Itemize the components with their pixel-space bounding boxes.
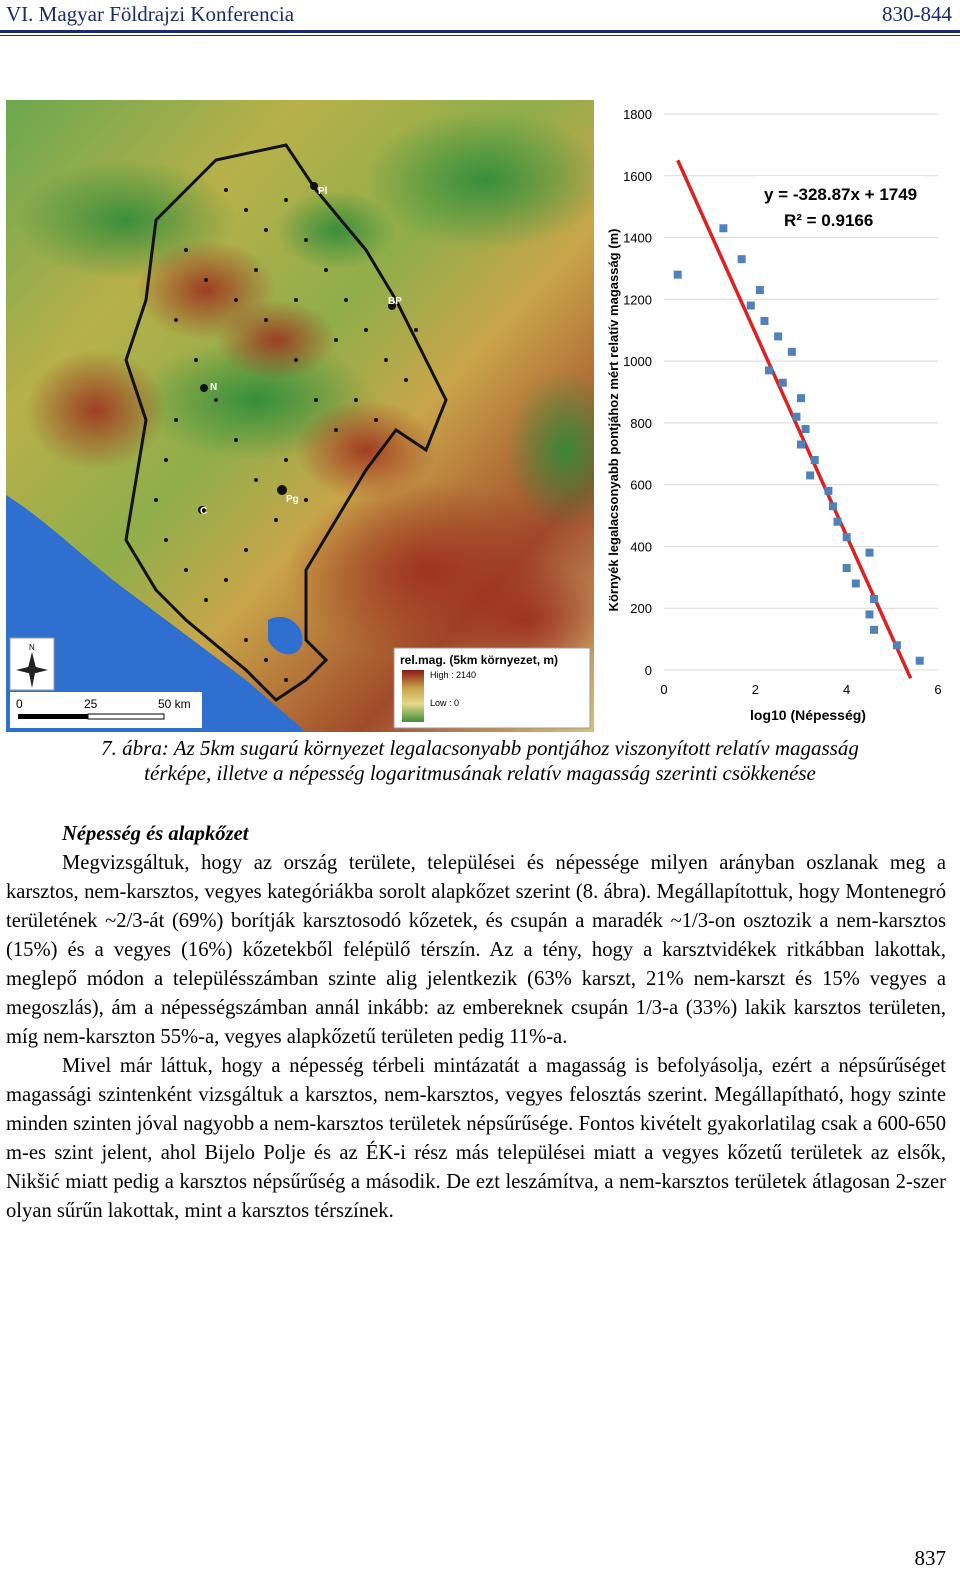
data-point: [738, 255, 746, 263]
data-point: [824, 487, 832, 495]
data-point: [834, 518, 842, 526]
y-tick-label: 1000: [623, 354, 652, 370]
y-tick-label: 1800: [623, 107, 652, 122]
x-tick-labels: [660, 682, 941, 697]
scatter-chart: [594, 100, 954, 732]
page-range: 830-844: [882, 2, 952, 26]
paragraph-1: Megvizsgáltuk, hogy az ország területe, települései és népessége milyen arányban oszlanak meg a karsztos, nem-karsztos, vegyes kategóriákba sorolt alapkőzet szerint (8. ábra). Megállapítottuk, hogy Montenegró területének ~2/3-át (69%) borítják karsztosodó kőzetek, és csupán a maradék ~1/3-on osztozik a nem-karsztos (15%) és a vegyes (16%) kőzetekből felépülő térszín. Az a tény, hogy a karsztvidékek ritkábban lakottak, meglepő módon a településszámban szinte alig jelentkezik (63% karszt, 21% nem-karszt és 15% vegyes a megoszlás), ám a népességszámban annál inkább: az embereknek csupán 1/3-a (33%) lakik karsztos területen, míg nem-karszton 55%-a, vegyes alapkőzetű területen pedig 11%-a.: [6, 852, 946, 1048]
caption-line-1: 7. ábra: Az 5km sugarú környezet legalacsonyabb pontjához viszonyított relatív magasság: [101, 736, 859, 760]
section-heading: Népesség és alapkőzet: [62, 823, 249, 845]
data-point: [916, 657, 924, 665]
x-axis-label: log10 (Népesség): [750, 707, 866, 723]
data-point: [760, 317, 768, 325]
svg-text:25: 25: [84, 697, 98, 711]
svg-text:rel.mag. (5km környezet, m): rel.mag. (5km környezet, m): [400, 653, 559, 667]
data-point: [792, 413, 800, 421]
data-point: [852, 580, 860, 588]
y-tick-label: 600: [630, 477, 652, 493]
conference-title: VI. Magyar Földrajzi Konferencia: [6, 2, 295, 26]
svg-text:N: N: [29, 643, 35, 652]
caption-line-2: térképe, illetve a népesség logaritmusának relatív magasság szerinti csökkenése: [144, 761, 816, 785]
page-number: 837: [914, 1546, 946, 1570]
svg-text:0: 0: [16, 697, 23, 711]
equation-box: [756, 176, 924, 232]
y-tick-label: 200: [630, 601, 652, 617]
data-point: [719, 224, 727, 232]
place-label-bp: BP: [388, 296, 402, 307]
y-tick-labels: [623, 107, 652, 678]
y-tick-label: 1200: [623, 292, 652, 308]
place-label-n: N: [210, 382, 218, 393]
data-points: [674, 224, 924, 664]
y-tick-label: 800: [630, 415, 652, 431]
r-squared: R² = 0.9166: [784, 211, 874, 230]
data-point: [870, 626, 878, 634]
regression-equation: y = -328.87x + 1749: [764, 185, 918, 204]
svg-text:Low : 0: Low : 0: [430, 698, 460, 708]
figure-caption: [0, 736, 960, 786]
data-point: [756, 286, 764, 294]
x-tick-label: 4: [843, 682, 851, 697]
place-label-c: C: [200, 506, 208, 517]
data-point: [866, 610, 874, 618]
data-point: [774, 332, 782, 340]
north-arrow: [10, 638, 54, 690]
data-point: [797, 441, 805, 449]
place-label-pl: Pl: [318, 186, 328, 197]
place-label-pg: Pg: [286, 494, 299, 505]
svg-text:High : 2140: High : 2140: [430, 670, 477, 680]
y-tick-label: 1600: [623, 168, 652, 184]
y-tick-label: 0: [644, 663, 652, 678]
svg-text:50 km: 50 km: [158, 697, 191, 711]
relief-map: [6, 100, 594, 732]
x-tick-label: 2: [751, 682, 759, 697]
data-point: [811, 456, 819, 464]
data-point: [747, 302, 755, 310]
data-point: [866, 549, 874, 557]
data-point: [802, 425, 810, 433]
running-header: [0, 0, 960, 30]
body-text: [6, 820, 946, 1226]
paragraph-2: Mivel már láttuk, hogy a népesség térbeli mintázatát a magasság is befolyásolja, ezért a népsűrűséget magassági szintenként vizsgáltuk a karsztos, nem-karsztos, vegyes felosztás szerint. Megállapítható, hogy szinte minden szinten jóval nagyobb a nem-karsztos területek népsűrűsége. Fontos kivételt gyakorlatilag csak a 600-650 m-es szint jelent, ahol Bijelo Polje és az ÉK-i rész más települései miatt a vegyes kőzetű területek az elsők, Nikšić miatt pedig a karsztos népsűrűség a második. De ezt leszámítva, a nem-karsztos területek átlagosan 2-szer olyan sűrűn lakottak, mint a karsztos térszínek.: [6, 1055, 946, 1222]
data-point: [806, 471, 814, 479]
y-axis-label: Környék legalacsonyabb pontjához mért relatív magasság (m): [606, 228, 621, 612]
data-point: [843, 533, 851, 541]
data-point: [829, 502, 837, 510]
y-tick-label: 400: [630, 539, 652, 555]
data-point: [765, 366, 773, 374]
data-point: [674, 271, 682, 279]
data-point: [893, 641, 901, 649]
scale-bar: [10, 692, 202, 728]
header-rule-thin: [0, 35, 960, 36]
header-rule: [0, 30, 960, 33]
map-legend: [394, 648, 590, 728]
x-tick-label: 0: [660, 682, 668, 697]
data-point: [788, 348, 796, 356]
x-tick-label: 6: [934, 682, 942, 697]
data-point: [797, 394, 805, 402]
figure-7: [6, 100, 954, 732]
data-point: [843, 564, 851, 572]
data-point: [779, 379, 787, 387]
data-point: [870, 595, 878, 603]
y-tick-label: 1400: [623, 230, 652, 246]
